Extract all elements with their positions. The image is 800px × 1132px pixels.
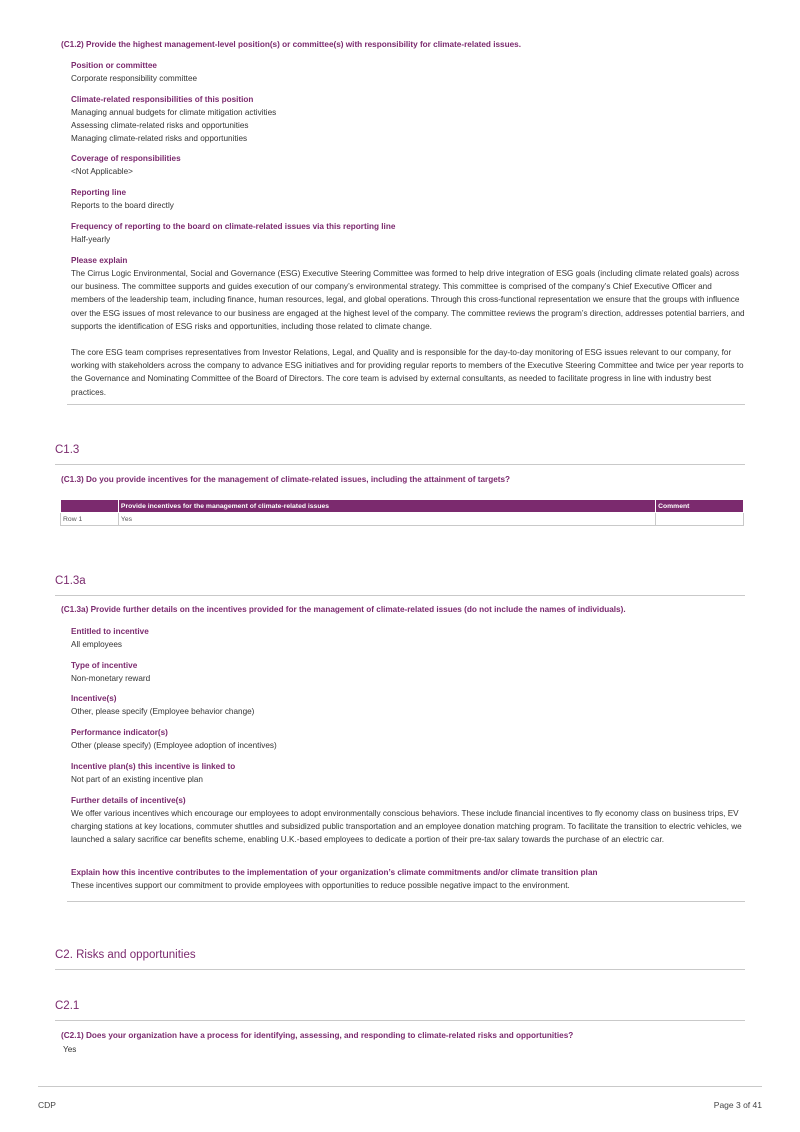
field-value: Non-monetary reward (71, 674, 151, 683)
c12-frequency-field (71, 221, 751, 246)
field-label: Position or committee (71, 61, 157, 70)
field-label: Explain how this incentive contributes to the implementation of your organization’s climate commitments and/or climate transition plan (71, 868, 598, 877)
incentives-table (60, 499, 744, 526)
table-header: Comment (656, 500, 744, 513)
divider (67, 901, 745, 902)
divider (55, 1020, 745, 1021)
field-label: Further details of incentive(s) (71, 796, 186, 805)
field-label: Climate-related responsibilities of this position (71, 95, 254, 104)
field-label: Coverage of responsibilities (71, 154, 181, 163)
field-label: Reporting line (71, 188, 127, 197)
c12-reporting-line-field (71, 187, 751, 212)
section-heading-c2: C2. Risks and opportunities (55, 949, 196, 961)
c13a-indicator-field (71, 727, 751, 752)
table-cell (656, 513, 744, 526)
c21-answer: Yes (63, 1045, 77, 1054)
field-label: Incentive(s) (71, 694, 117, 703)
table-header: Provide incentives for the management of climate-related issues (118, 500, 655, 513)
field-value: All employees (71, 640, 122, 649)
field-value: Other, please specify (Employee behavior change) (71, 707, 255, 716)
page-number: Page 3 of 41 (713, 1100, 762, 1110)
c13a-question: (C1.3a) Provide further details on the incentives provided for the management of climate-related issues (do not include the names of individuals). (61, 605, 626, 614)
divider (55, 969, 745, 970)
footer-left: CDP (38, 1100, 56, 1110)
field-label: Frequency of reporting to the board on climate-related issues via this reporting line (71, 222, 396, 231)
field-value: Half-yearly (71, 235, 111, 244)
field-label: Performance indicator(s) (71, 728, 168, 737)
field-value: Corporate responsibility committee (71, 74, 198, 83)
divider (55, 464, 745, 465)
field-label: Please explain (71, 256, 128, 265)
field-value: Reports to the board directly (71, 201, 174, 210)
c13-question: (C1.3) Do you provide incentives for the management of climate-related issues, including the attainment of targets? (61, 475, 511, 484)
c21-question: (C2.1) Does your organization have a process for identifying, assessing, and responding to climate-related risks and opportunities? (61, 1031, 574, 1040)
c12-position-field (71, 60, 751, 85)
c13a-incentives-field (71, 693, 751, 718)
field-value: We offer various incentives which encourage our employees to adopt environmentally conscious behaviors. These include financial incentives to fly economy class on business trips, EV charging stations at key locations, commuter shuttles and subsidized public transportation and an employee donation matching program. To facilitate the transition to electric vehicles, we launched a salary sacrifice car benefits scheme, enabling U.K.-based employees to dedicate a portion of their pre-tax salary towards the purchase of an electric car. (71, 809, 742, 845)
table-cell: Row 1 (61, 513, 119, 526)
field-value: Managing climate-related risks and opportunities (71, 134, 248, 143)
c13a-entitled-field (71, 626, 751, 651)
field-value: Managing annual budgets for climate mitigation activities (71, 108, 277, 117)
footer-divider (38, 1086, 762, 1087)
field-label: Incentive plan(s) this incentive is linked to (71, 762, 236, 771)
field-value: Assessing climate-related risks and opportunities (71, 121, 249, 130)
c12-coverage-field (71, 153, 751, 178)
section-heading-c13a: C1.3a (55, 575, 86, 587)
c13a-details-field (71, 795, 747, 847)
field-label: Type of incentive (71, 661, 138, 670)
explain-paragraph: The Cirrus Logic Environmental, Social and Governance (ESG) Executive Steering Committee was formed to help drive integration of ESG goals (including climate related goals) across our business. The committee supports and guides execution of our company’s environmental strategy. This committee is comprised of the company’s Chief Executive Officer and members of the leadership team, including finance, human resources, legal, and global operations. Through this cross-functional representation we ensure that the groups with influence over the ESG issues of most relevance to our business are engaged at the highest level of the company. The committee reviews the program’s direction, addresses potential barriers, and supports the identification of ESG risks and opportunities, including those related to climate change. (71, 269, 745, 331)
field-label: Entitled to incentive (71, 627, 149, 636)
c13a-type-field (71, 660, 751, 685)
c13a-contribution-field (71, 867, 751, 892)
section-heading-c21: C2.1 (55, 1000, 80, 1012)
table-row (61, 513, 744, 526)
field-value: Other (please specify) (Employee adoption of incentives) (71, 741, 277, 750)
table-cell: Yes (118, 513, 655, 526)
divider (55, 595, 745, 596)
field-value: <Not Applicable> (71, 167, 133, 176)
c13a-plan-field (71, 761, 751, 786)
table-header-row (61, 500, 744, 513)
c12-explain-field (71, 255, 747, 399)
table-header (61, 500, 119, 513)
c12-responsibilities-field (71, 94, 751, 145)
c12-question: (C1.2) Provide the highest management-level position(s) or committee(s) with responsibility for climate-related issues. (61, 40, 521, 49)
divider (67, 404, 745, 405)
explain-paragraph: The core ESG team comprises representatives from Investor Relations, Legal, and Quality and is responsible for the day-to-day monitoring of ESG issues relevant to our company, for working with stakeholders across the company to advance ESG initiatives and for providing regular reports to members of the Executive Steering Committee and twice per year reports to the Governance and Nominating Committee of the Board of Directors. The core team is advised by external consultants, as needed to facilitate progress in line with industry best practices. (71, 348, 744, 397)
field-value: These incentives support our commitment to provide employees with opportunities to reduce possible negative impact to the environment. (71, 881, 570, 890)
section-heading-c13: C1.3 (55, 444, 80, 456)
field-value: Not part of an existing incentive plan (71, 775, 203, 784)
